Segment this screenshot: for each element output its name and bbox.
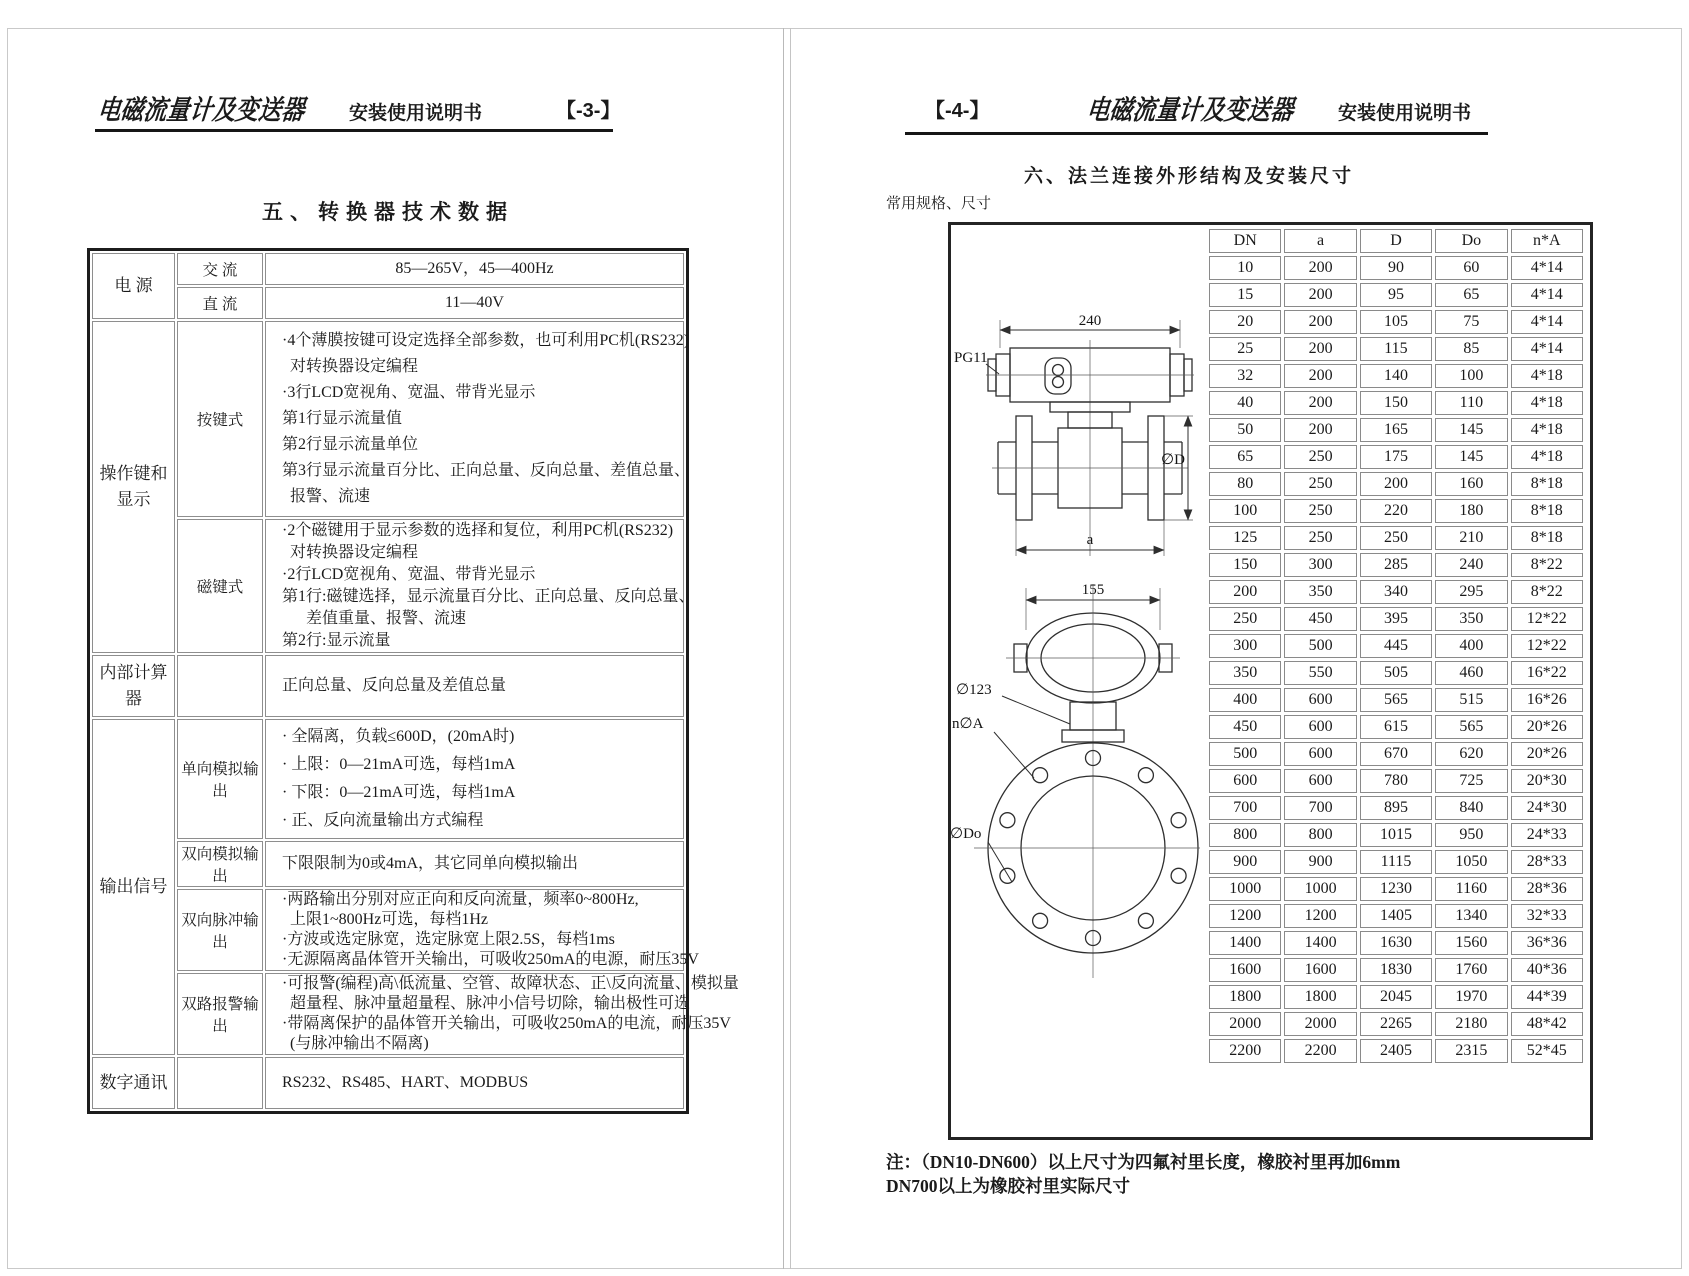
dimension-cell: 95 bbox=[1360, 283, 1432, 307]
spec-row bbox=[92, 841, 684, 887]
subcategory-cell: 双向模拟输出 bbox=[177, 841, 263, 887]
page3-section-title: 五、转换器技术数据 bbox=[262, 201, 514, 224]
dimension-cell: 670 bbox=[1360, 742, 1432, 766]
dimension-cell: 1015 bbox=[1360, 823, 1432, 847]
dimension-cell: 15 bbox=[1209, 283, 1281, 307]
spec-text-line: 第3行显示流量百分比、正向总量、反向总量、差值总量、 bbox=[282, 462, 691, 479]
spec-content-cell bbox=[265, 519, 695, 653]
dimension-cell: 80 bbox=[1209, 472, 1281, 496]
spec-text-line: 上限1~800Hz可选，每档1Hz bbox=[282, 911, 488, 928]
spec-row bbox=[92, 321, 684, 517]
dimension-cell: 895 bbox=[1360, 796, 1432, 820]
converter-table bbox=[87, 248, 739, 1114]
dimension-cell: 28*33 bbox=[1511, 850, 1583, 874]
dimension-cell: 1560 bbox=[1435, 931, 1507, 955]
dimension-cell: 8*18 bbox=[1511, 472, 1583, 496]
dimension-cell: 2180 bbox=[1435, 1012, 1507, 1036]
dimension-row bbox=[1209, 607, 1583, 631]
dimension-cell: 1800 bbox=[1284, 985, 1356, 1009]
dimension-cell: 105 bbox=[1360, 310, 1432, 334]
dimension-cell: 140 bbox=[1360, 364, 1432, 388]
spec-content-cell bbox=[265, 287, 684, 319]
flowmeter-side-view-diagram bbox=[952, 312, 1197, 567]
column-header: DN bbox=[1209, 229, 1281, 253]
dimension-cell: 2265 bbox=[1360, 1012, 1432, 1036]
dimension-cell: 100 bbox=[1435, 364, 1507, 388]
dimension-row bbox=[1209, 337, 1583, 361]
dimension-cell: 60 bbox=[1435, 256, 1507, 280]
page4-header bbox=[1085, 88, 1471, 127]
dim-a-label: a bbox=[1086, 532, 1094, 548]
spec-text-line: 报警、流速 bbox=[282, 488, 371, 505]
dia-do-label: ∅Do bbox=[950, 826, 982, 842]
dimension-cell: 10 bbox=[1209, 256, 1281, 280]
dimension-cell: 28*36 bbox=[1511, 877, 1583, 901]
dimension-cell: 200 bbox=[1284, 418, 1356, 442]
page4-section-title: 六、法兰连接外形结构及安装尺寸 bbox=[1023, 166, 1354, 187]
dimension-row bbox=[1209, 256, 1583, 280]
dimension-cell: 1200 bbox=[1209, 904, 1281, 928]
spec-text-line: 第2行显示流量单位 bbox=[282, 436, 419, 453]
dimension-cell: 1050 bbox=[1435, 850, 1507, 874]
dimension-cell: 285 bbox=[1360, 553, 1432, 577]
spec-content-cell bbox=[265, 973, 739, 1055]
dia-123-label: ∅123 bbox=[956, 682, 992, 698]
spec-content-cell bbox=[265, 719, 684, 839]
dimension-cell: 1000 bbox=[1209, 877, 1281, 901]
dimension-row bbox=[1209, 931, 1583, 955]
dimension-cell: 565 bbox=[1360, 688, 1432, 712]
dimension-cell: 220 bbox=[1360, 499, 1432, 523]
dimension-cell: 505 bbox=[1360, 661, 1432, 685]
dimension-cell: 2315 bbox=[1435, 1039, 1507, 1063]
dimension-row bbox=[1209, 1012, 1583, 1036]
spec-row bbox=[92, 655, 684, 717]
dimension-cell: 200 bbox=[1284, 283, 1356, 307]
subcategory-cell bbox=[177, 1057, 263, 1109]
dimension-cell: 900 bbox=[1209, 850, 1281, 874]
dimension-cell: 20*30 bbox=[1511, 769, 1583, 793]
dimension-cell: 250 bbox=[1284, 445, 1356, 469]
callout-dia-do bbox=[950, 826, 1012, 882]
dimension-row bbox=[1209, 661, 1583, 685]
dimension-cell: 500 bbox=[1209, 742, 1281, 766]
dimension-row bbox=[1209, 904, 1583, 928]
subcategory-cell: 交 流 bbox=[177, 253, 263, 285]
spec-text-line: ·可报警(编程)高\低流量、空管、故障状态、正\反向流量、模拟量 bbox=[282, 975, 739, 992]
dimension-cell: 460 bbox=[1435, 661, 1507, 685]
spec-text-line: ·4个薄膜按键可设定选择全部参数，也可利用PC机(RS232) bbox=[282, 332, 690, 349]
dimension-cell: 450 bbox=[1284, 607, 1356, 631]
spec-text-line: 第2行:显示流量 bbox=[282, 632, 391, 649]
spec-text-line: ·2行LCD宽视角、宽温、带背光显示 bbox=[282, 566, 536, 583]
dimension-cell: 4*18 bbox=[1511, 445, 1583, 469]
dimension-cell: 2045 bbox=[1360, 985, 1432, 1009]
spec-text-line: 对转换器设定编程 bbox=[282, 358, 419, 375]
dimension-row bbox=[1209, 877, 1583, 901]
dimension-cell: 200 bbox=[1284, 256, 1356, 280]
dimension-cell: 65 bbox=[1435, 283, 1507, 307]
dimension-cell: 250 bbox=[1284, 526, 1356, 550]
spec-content-cell bbox=[265, 253, 684, 285]
category-cell: 电 源 bbox=[92, 253, 175, 319]
dimension-cell: 615 bbox=[1360, 715, 1432, 739]
subcategory-cell bbox=[177, 655, 263, 717]
dimension-cell: 1800 bbox=[1209, 985, 1281, 1009]
dimension-cell: 150 bbox=[1209, 553, 1281, 577]
dimension-cell: 1400 bbox=[1284, 931, 1356, 955]
dimension-cell: 24*33 bbox=[1511, 823, 1583, 847]
dimension-cell: 1760 bbox=[1435, 958, 1507, 982]
dimension-cell: 300 bbox=[1284, 553, 1356, 577]
brand-subtitle: 安装使用说明书 bbox=[349, 103, 483, 124]
subcategory-cell: 直 流 bbox=[177, 287, 263, 319]
page-divider-line-2 bbox=[790, 28, 791, 1269]
dimension-row bbox=[1209, 580, 1583, 604]
dimension-cell: 700 bbox=[1284, 796, 1356, 820]
dimension-cell: 210 bbox=[1435, 526, 1507, 550]
dimension-row bbox=[1209, 769, 1583, 793]
dim-240-label: 240 bbox=[1078, 313, 1102, 329]
footnote-line-1: 注：（DN10-DN600）以上尺寸为四氟衬里长度，橡胶衬里再加6mm bbox=[886, 1152, 1401, 1172]
dimension-cell: 110 bbox=[1435, 391, 1507, 415]
spec-text-line: 下限限制为0或4mA，其它同单向模拟输出 bbox=[282, 855, 579, 872]
dimension-cell: 40 bbox=[1209, 391, 1281, 415]
dimension-cell: 32*33 bbox=[1511, 904, 1583, 928]
spec-content-cell bbox=[265, 841, 684, 887]
dimension-row bbox=[1209, 688, 1583, 712]
dimension-cell: 900 bbox=[1284, 850, 1356, 874]
dimension-cell: 125 bbox=[1209, 526, 1281, 550]
dimension-cell: 395 bbox=[1360, 607, 1432, 631]
dimension-cell: 725 bbox=[1435, 769, 1507, 793]
column-header: n*A bbox=[1511, 229, 1583, 253]
dimension-cell: 565 bbox=[1435, 715, 1507, 739]
page4-number: 【-4-】 bbox=[925, 100, 990, 122]
dimension-cell: 2000 bbox=[1284, 1012, 1356, 1036]
dimension-cell: 8*18 bbox=[1511, 526, 1583, 550]
dimension-cell: 600 bbox=[1284, 715, 1356, 739]
dimension-cell: 90 bbox=[1360, 256, 1432, 280]
dimension-cell: 340 bbox=[1360, 580, 1432, 604]
dimension-cell: 52*45 bbox=[1511, 1039, 1583, 1063]
spec-row bbox=[92, 519, 684, 653]
dimension-cell: 25 bbox=[1209, 337, 1281, 361]
dimension-cell: 200 bbox=[1284, 391, 1356, 415]
dimension-cell: 145 bbox=[1435, 418, 1507, 442]
dimension-cell: 200 bbox=[1209, 580, 1281, 604]
dimension-cell: 12*22 bbox=[1511, 634, 1583, 658]
spec-text-line: ·无源隔离晶体管开关输出，可吸收250mA的电源，耐压35V bbox=[282, 951, 699, 968]
dimension-cell: 4*14 bbox=[1511, 310, 1583, 334]
dimension-cell: 620 bbox=[1435, 742, 1507, 766]
spec-size-label: 常用规格、尺寸 bbox=[886, 196, 992, 212]
dimension-cell: 1230 bbox=[1360, 877, 1432, 901]
dimension-cell: 250 bbox=[1284, 472, 1356, 496]
subcategory-cell: 单向模拟输出 bbox=[177, 719, 263, 839]
dimension-row bbox=[1209, 715, 1583, 739]
dimension-row bbox=[1209, 310, 1583, 334]
dimension-cell: 4*18 bbox=[1511, 364, 1583, 388]
dimension-cell: 600 bbox=[1284, 688, 1356, 712]
dimension-cell: 600 bbox=[1284, 742, 1356, 766]
category-cell: 操作键和 显示 bbox=[92, 321, 175, 653]
dimension-cell: 240 bbox=[1435, 553, 1507, 577]
spec-row bbox=[92, 1057, 684, 1109]
spec-text-line: 差值重量、报警、流速 bbox=[282, 610, 467, 627]
dimension-cell: 200 bbox=[1284, 310, 1356, 334]
dimension-cell: 550 bbox=[1284, 661, 1356, 685]
dimension-cell: 75 bbox=[1435, 310, 1507, 334]
footnote bbox=[886, 1150, 1400, 1198]
dia-d-label: ∅D bbox=[1161, 452, 1185, 468]
dimension-cell: 1630 bbox=[1360, 931, 1432, 955]
subcategory-cell: 双路报警输出 bbox=[177, 973, 263, 1055]
dimension-row bbox=[1209, 472, 1583, 496]
subcategory-cell: 双向脉冲输出 bbox=[177, 889, 263, 971]
dimension-cell: 1400 bbox=[1209, 931, 1281, 955]
dimension-row bbox=[1209, 553, 1583, 577]
spec-text-line: 第1行显示流量值 bbox=[282, 410, 403, 427]
dimension-cell: 200 bbox=[1360, 472, 1432, 496]
dimension-cell: 800 bbox=[1209, 823, 1281, 847]
dimension-cell: 1830 bbox=[1360, 958, 1432, 982]
spec-text-line: (与脉冲输出不隔离) bbox=[282, 1035, 429, 1052]
converter-housing bbox=[986, 340, 1194, 556]
dimension-cell: 8*22 bbox=[1511, 580, 1583, 604]
page3-header-rule bbox=[95, 129, 613, 132]
dimension-cell: 300 bbox=[1209, 634, 1281, 658]
dimension-cell: 4*14 bbox=[1511, 283, 1583, 307]
dimension-cell: 48*42 bbox=[1511, 1012, 1583, 1036]
dimension-cell: 4*14 bbox=[1511, 256, 1583, 280]
dimension-row bbox=[1209, 418, 1583, 442]
dimension-cell: 50 bbox=[1209, 418, 1281, 442]
spec-row bbox=[92, 287, 684, 319]
category-cell: 输出信号 bbox=[92, 719, 175, 1055]
dimension-cell: 950 bbox=[1435, 823, 1507, 847]
dimension-cell: 2000 bbox=[1209, 1012, 1281, 1036]
dimension-cell: 1340 bbox=[1435, 904, 1507, 928]
spec-content-cell bbox=[265, 889, 699, 971]
dimension-cell: 1600 bbox=[1209, 958, 1281, 982]
spec-text-line: · 下限：0—21mA可选，每档1mA bbox=[282, 784, 516, 801]
subcategory-cell: 按键式 bbox=[177, 321, 263, 517]
callout-bolt-holes bbox=[952, 716, 1034, 778]
dimension-cell: 200 bbox=[1284, 337, 1356, 361]
spec-text-line: · 上限：0—21mA可选，每档1mA bbox=[282, 756, 516, 773]
dimension-cell: 16*22 bbox=[1511, 661, 1583, 685]
converter-front bbox=[1006, 584, 1180, 978]
spec-text-line: · 正、反向流量输出方式编程 bbox=[282, 812, 484, 829]
dimension-cell: 1200 bbox=[1284, 904, 1356, 928]
pg11-callout bbox=[954, 350, 999, 374]
dimension-row bbox=[1209, 823, 1583, 847]
dimension-cell: 36*36 bbox=[1511, 931, 1583, 955]
flowmeter-front-view-diagram bbox=[948, 578, 1203, 1023]
dimension-cell: 20 bbox=[1209, 310, 1281, 334]
dimension-cell: 1000 bbox=[1284, 877, 1356, 901]
spec-text-line: 对转换器设定编程 bbox=[282, 544, 419, 561]
dimension-cell: 780 bbox=[1360, 769, 1432, 793]
dimension-cell: 1600 bbox=[1284, 958, 1356, 982]
dimension-cell: 20*26 bbox=[1511, 742, 1583, 766]
dimension-cell: 20*26 bbox=[1511, 715, 1583, 739]
dimension-cell: 12*22 bbox=[1511, 607, 1583, 631]
page4-header-rule bbox=[905, 132, 1488, 135]
category-cell: 数字通讯 bbox=[92, 1057, 175, 1109]
dimension-cell: 2200 bbox=[1284, 1039, 1356, 1063]
dimension-cell: 1160 bbox=[1435, 877, 1507, 901]
dimension-cell: 800 bbox=[1284, 823, 1356, 847]
n-dia-a-label: n∅A bbox=[952, 716, 984, 732]
spec-content-cell bbox=[265, 321, 691, 517]
dimension-cell: 500 bbox=[1284, 634, 1356, 658]
dimension-row bbox=[1209, 526, 1583, 550]
dimension-cell: 115 bbox=[1360, 337, 1432, 361]
dimension-row bbox=[1209, 985, 1583, 1009]
dimension-cell: 1405 bbox=[1360, 904, 1432, 928]
spec-text-line: ·带隔离保护的晶体管开关输出，可吸收250mA的电流，耐压35V bbox=[282, 1015, 731, 1032]
dimension-row bbox=[1209, 499, 1583, 523]
dimension-cell: 400 bbox=[1209, 688, 1281, 712]
brand-title: 电磁流量计及变送器 bbox=[96, 95, 306, 125]
spec-text-line: 85—265V，45—400Hz bbox=[395, 260, 554, 277]
dimension-row bbox=[1209, 850, 1583, 874]
dimension-cell: 8*18 bbox=[1511, 499, 1583, 523]
dimension-cell: 2200 bbox=[1209, 1039, 1281, 1063]
spec-content-cell bbox=[265, 655, 684, 717]
spec-row bbox=[92, 973, 684, 1055]
category-cell: 内部计算器 bbox=[92, 655, 175, 717]
dimension-cell: 85 bbox=[1435, 337, 1507, 361]
dimension-cell: 350 bbox=[1435, 607, 1507, 631]
dimension-cell: 600 bbox=[1209, 769, 1281, 793]
dimension-row bbox=[1209, 283, 1583, 307]
spec-text-line: 11—40V bbox=[445, 294, 504, 311]
column-header: D bbox=[1360, 229, 1432, 253]
dimension-row bbox=[1209, 364, 1583, 388]
flange-face bbox=[974, 743, 1200, 953]
dimension-cell: 450 bbox=[1209, 715, 1281, 739]
dimension-cell: 250 bbox=[1360, 526, 1432, 550]
dimension-cell: 445 bbox=[1360, 634, 1432, 658]
dimension-cell: 350 bbox=[1284, 580, 1356, 604]
dimension-cell: 600 bbox=[1284, 769, 1356, 793]
flange-table bbox=[1206, 226, 1586, 1066]
dimension-cell: 4*14 bbox=[1511, 337, 1583, 361]
dimension-row bbox=[1209, 742, 1583, 766]
dimension-cell: 250 bbox=[1209, 607, 1281, 631]
dimension-cell: 180 bbox=[1435, 499, 1507, 523]
dimension-cell: 150 bbox=[1360, 391, 1432, 415]
dimension-cell: 40*36 bbox=[1511, 958, 1583, 982]
brand-title-2: 电磁流量计及变送器 bbox=[1085, 95, 1295, 125]
dimension-cell: 1970 bbox=[1435, 985, 1507, 1009]
dimension-cell: 100 bbox=[1209, 499, 1281, 523]
subcategory-cell: 磁键式 bbox=[177, 519, 263, 653]
spec-text-line: ·2个磁键用于显示参数的选择和复位，利用PC机(RS232) bbox=[282, 522, 674, 539]
dimension-cell: 16*26 bbox=[1511, 688, 1583, 712]
dimension-cell: 65 bbox=[1209, 445, 1281, 469]
dimension-cell: 295 bbox=[1435, 580, 1507, 604]
dimension-cell: 4*18 bbox=[1511, 418, 1583, 442]
dimension-cell: 250 bbox=[1284, 499, 1356, 523]
column-header: a bbox=[1284, 229, 1356, 253]
dim-155-label: 155 bbox=[1081, 582, 1105, 598]
dimension-cell: 2405 bbox=[1360, 1039, 1432, 1063]
spec-content-cell bbox=[265, 1057, 684, 1109]
dimension-cell: 4*18 bbox=[1511, 391, 1583, 415]
spec-text-line: 第1行:磁键选择，显示流量百分比、正向总量、反向总量、 bbox=[282, 588, 695, 605]
dimension-cell: 200 bbox=[1284, 364, 1356, 388]
dimension-cell: 840 bbox=[1435, 796, 1507, 820]
dimension-cell: 44*39 bbox=[1511, 985, 1583, 1009]
dimension-cell: 8*22 bbox=[1511, 553, 1583, 577]
column-header: Do bbox=[1435, 229, 1507, 253]
spec-row bbox=[92, 889, 684, 971]
dimension-cell: 1115 bbox=[1360, 850, 1432, 874]
dimension-row bbox=[1209, 634, 1583, 658]
spec-text-line: 正向总量、反向总量及差值总量 bbox=[282, 677, 507, 694]
dimension-cell: 165 bbox=[1360, 418, 1432, 442]
dimension-cell: 160 bbox=[1435, 472, 1507, 496]
dimension-cell: 400 bbox=[1435, 634, 1507, 658]
dimension-cell: 350 bbox=[1209, 661, 1281, 685]
dimension-cell: 700 bbox=[1209, 796, 1281, 820]
pg11-label: PG11 bbox=[954, 350, 988, 366]
dimension-cell: 24*30 bbox=[1511, 796, 1583, 820]
dimension-cell: 145 bbox=[1435, 445, 1507, 469]
page-divider-line bbox=[783, 28, 784, 1269]
spec-text-line: 超量程、脉冲量超量程、脉冲小信号切除，输出极性可选 bbox=[282, 995, 691, 1012]
spec-row bbox=[92, 719, 684, 839]
dimension-row bbox=[1209, 391, 1583, 415]
spec-text-line: ·3行LCD宽视角、宽温、带背光显示 bbox=[282, 384, 536, 401]
spec-text-line: RS232、RS485、HART、MODBUS bbox=[282, 1074, 529, 1091]
page3-header bbox=[96, 88, 482, 127]
dimension-row bbox=[1209, 445, 1583, 469]
dimension-row bbox=[1209, 796, 1583, 820]
spec-text-line: · 全隔离，负载≤600D，(20mA时) bbox=[282, 728, 515, 745]
page3-number: 【-3-】 bbox=[556, 100, 621, 122]
spec-text-line: ·方波或选定脉宽，选定脉宽上限2.5S，每档1ms bbox=[282, 931, 615, 948]
dimension-cell: 515 bbox=[1435, 688, 1507, 712]
dimension-row bbox=[1209, 958, 1583, 982]
dimension-cell: 32 bbox=[1209, 364, 1281, 388]
spec-text-line: ·两路输出分别对应正向和反向流量，频率0~800Hz, bbox=[282, 891, 639, 908]
flange-table-header-row bbox=[1209, 229, 1583, 253]
dimension-cell: 175 bbox=[1360, 445, 1432, 469]
dimension-row bbox=[1209, 1039, 1583, 1063]
brand-subtitle-2: 安装使用说明书 bbox=[1338, 103, 1472, 124]
spec-row bbox=[92, 253, 684, 285]
footnote-line-2: DN700以上为橡胶衬里实际尺寸 bbox=[886, 1176, 1131, 1196]
